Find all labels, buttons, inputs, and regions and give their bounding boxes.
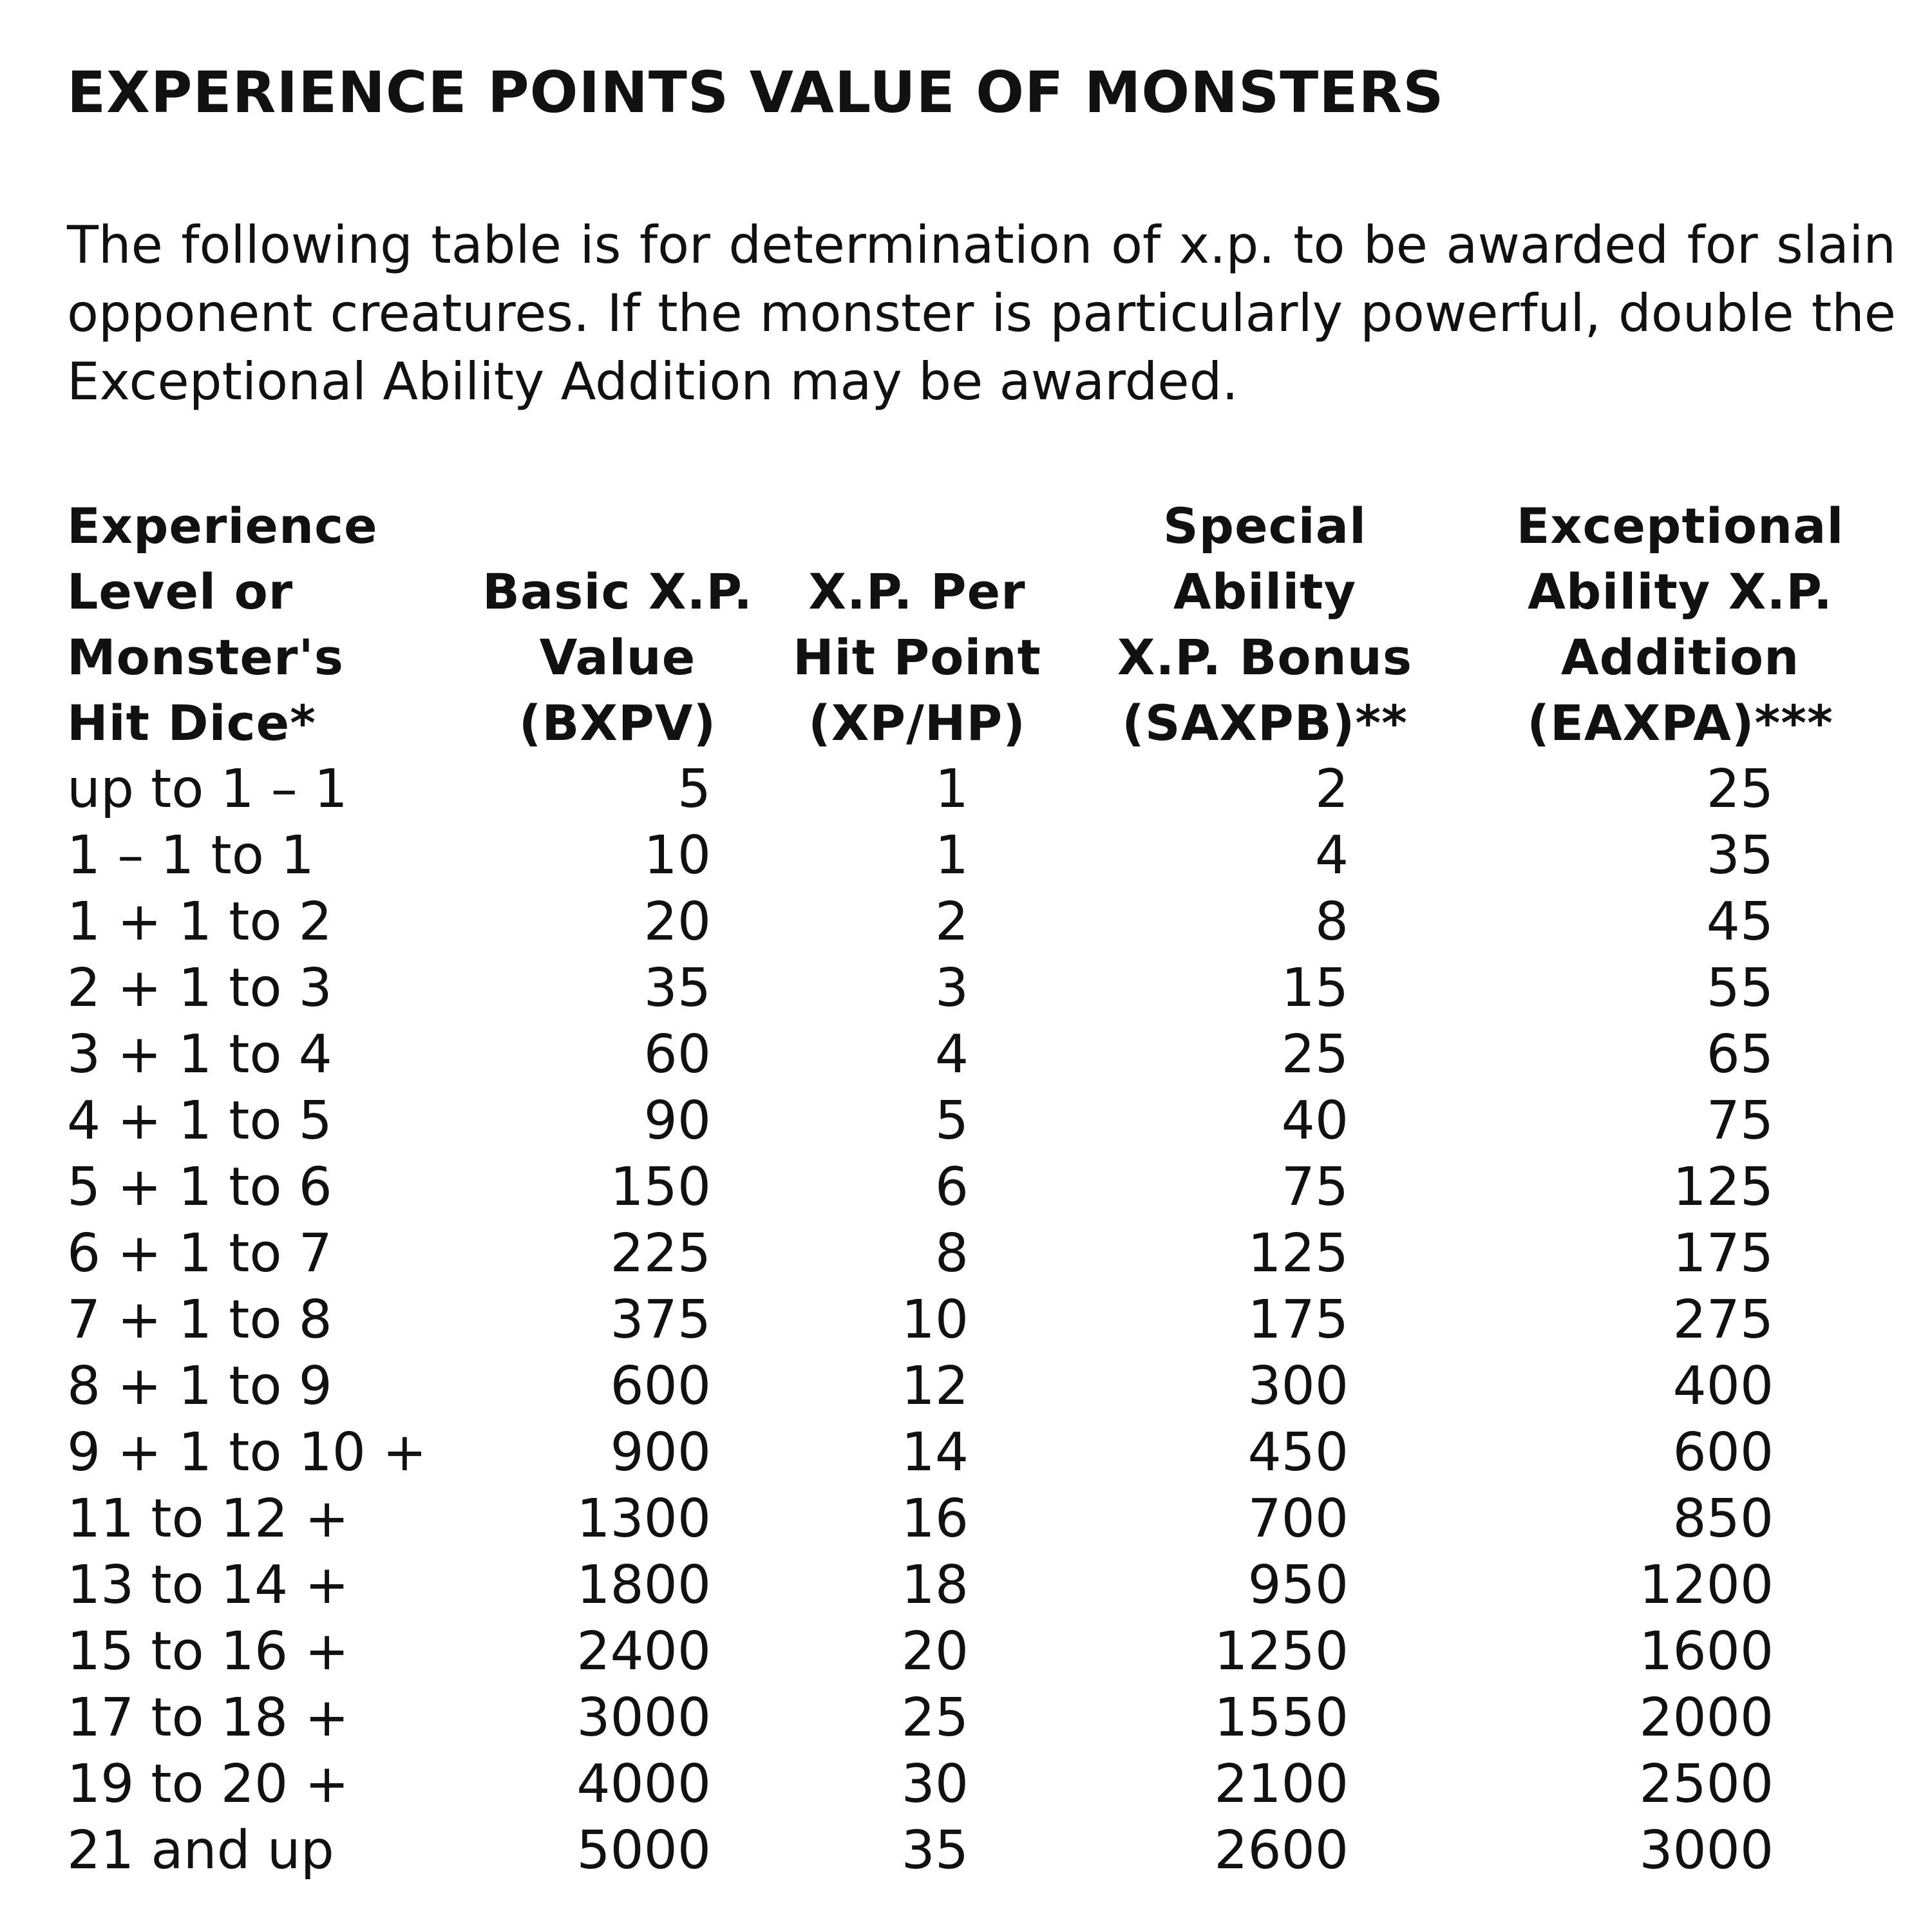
cell-eaxpa: 125 (1672, 1157, 1774, 1218)
header-line: (BXPV) (518, 694, 717, 752)
cell-eaxpa: 1600 (1639, 1621, 1774, 1682)
cell-hit-dice: 9 + 1 to 10 + (67, 1422, 427, 1483)
cell-hit-dice: 2 + 1 to 3 (67, 958, 332, 1019)
header-xp-per-hp (769, 493, 1065, 756)
cell-eaxpa: 850 (1672, 1488, 1774, 1549)
table-row (67, 1618, 1896, 1685)
header-line: Ability (1173, 563, 1357, 620)
xp-table (67, 493, 1896, 1884)
cell-hit-dice: 15 to 16 + (67, 1621, 349, 1682)
header-line: Exceptional (1516, 497, 1844, 554)
cell-bxpv: 900 (610, 1422, 711, 1483)
cell-bxpv: 600 (610, 1356, 711, 1417)
cell-xp-per-hp: 30 (901, 1754, 969, 1815)
cell-hit-dice: 21 and up (67, 1820, 334, 1881)
header-line: Value (539, 629, 696, 686)
table-row (67, 1021, 1896, 1088)
cell-xp-per-hp: 1 (934, 759, 969, 820)
table-row (67, 1353, 1896, 1419)
cell-bxpv: 5 (677, 759, 711, 820)
table-row (67, 889, 1896, 955)
cell-bxpv: 35 (643, 958, 711, 1019)
header-line: Hit Dice* (67, 694, 316, 752)
document-page (67, 59, 1896, 1884)
table-row (67, 1486, 1896, 1552)
table-row (67, 1552, 1896, 1618)
cell-xp-per-hp: 18 (901, 1555, 969, 1616)
cell-saxpb: 450 (1247, 1422, 1349, 1483)
table-row (67, 1685, 1896, 1751)
cell-eaxpa: 2500 (1639, 1754, 1774, 1815)
header-eaxpa (1464, 493, 1896, 756)
cell-eaxpa: 25 (1706, 759, 1774, 820)
table-row (67, 1287, 1896, 1353)
cell-hit-dice: 11 to 12 + (67, 1488, 349, 1549)
cell-saxpb: 175 (1247, 1289, 1349, 1350)
table-row (67, 1817, 1896, 1884)
cell-bxpv: 90 (643, 1090, 711, 1151)
page-title: EXPERIENCE POINTS VALUE OF MONSTERS (67, 59, 1444, 126)
header-line: Monster's (67, 629, 345, 686)
cell-xp-per-hp: 1 (934, 825, 969, 886)
cell-eaxpa: 400 (1672, 1356, 1774, 1417)
header-line: Special (1162, 497, 1367, 554)
table-row (67, 822, 1896, 889)
header-line: Hit Point (793, 629, 1041, 686)
header-line: Ability X.P. (1528, 563, 1833, 620)
cell-eaxpa: 35 (1706, 825, 1774, 886)
cell-saxpb: 950 (1247, 1555, 1349, 1616)
cell-xp-per-hp: 5 (934, 1090, 969, 1151)
header-line: Level or (67, 563, 294, 620)
header-line: X.P. Bonus (1117, 629, 1413, 686)
cell-hit-dice: 7 + 1 to 8 (67, 1289, 332, 1350)
cell-saxpb: 2600 (1214, 1820, 1349, 1881)
intro-paragraph: The following table is for determination of x.p. to be awarded for slain opponent creatures. If the monster is particularly powerful, double the Exceptional Ability Addition may be awarded. (67, 215, 1896, 412)
cell-xp-per-hp: 35 (901, 1820, 969, 1881)
header-line: X.P. Per (808, 563, 1026, 620)
header-line: Experience (67, 497, 378, 554)
cell-hit-dice: up to 1 – 1 (67, 759, 348, 820)
header-line: Basic X.P. (482, 563, 753, 620)
cell-eaxpa: 2000 (1639, 1687, 1774, 1748)
cell-saxpb: 2100 (1214, 1754, 1349, 1815)
cell-saxpb: 300 (1247, 1356, 1349, 1417)
cell-hit-dice: 1 + 1 to 2 (67, 891, 332, 952)
cell-bxpv: 375 (610, 1289, 711, 1350)
cell-eaxpa: 65 (1706, 1024, 1774, 1085)
cell-hit-dice: 1 – 1 to 1 (67, 825, 315, 886)
cell-saxpb: 1550 (1214, 1687, 1349, 1748)
cell-xp-per-hp: 2 (934, 891, 969, 952)
cell-eaxpa: 600 (1672, 1422, 1774, 1483)
header-line: (EAXPA)*** (1527, 694, 1833, 752)
cell-xp-per-hp: 25 (901, 1687, 969, 1748)
cell-bxpv: 150 (610, 1157, 711, 1218)
header-saxpb (1065, 493, 1464, 756)
cell-hit-dice: 13 to 14 + (67, 1555, 349, 1616)
cell-eaxpa: 45 (1706, 891, 1774, 952)
table-row (67, 1088, 1896, 1154)
cell-eaxpa: 75 (1706, 1090, 1774, 1151)
cell-hit-dice: 5 + 1 to 6 (67, 1157, 332, 1218)
header-line: (SAXPB)** (1122, 694, 1408, 752)
cell-eaxpa: 275 (1672, 1289, 1774, 1350)
header-line: Addition (1560, 629, 1800, 686)
cell-xp-per-hp: 8 (934, 1223, 969, 1284)
header-line: (XP/HP) (808, 694, 1026, 752)
cell-xp-per-hp: 12 (901, 1356, 969, 1417)
cell-hit-dice: 3 + 1 to 4 (67, 1024, 332, 1085)
cell-bxpv: 20 (643, 891, 711, 952)
cell-saxpb: 15 (1281, 958, 1349, 1019)
table-row (67, 1154, 1896, 1220)
cell-bxpv: 2400 (576, 1621, 711, 1682)
cell-bxpv: 3000 (576, 1687, 711, 1748)
table-row (67, 756, 1896, 822)
cell-saxpb: 4 (1314, 825, 1349, 886)
cell-saxpb: 40 (1281, 1090, 1349, 1151)
table-row (67, 955, 1896, 1021)
cell-hit-dice: 17 to 18 + (67, 1687, 349, 1748)
cell-bxpv: 4000 (576, 1754, 711, 1815)
cell-saxpb: 700 (1247, 1488, 1349, 1549)
cell-xp-per-hp: 6 (934, 1157, 969, 1218)
cell-eaxpa: 1200 (1639, 1555, 1774, 1616)
table-row (67, 1220, 1896, 1287)
table-row (67, 1751, 1896, 1817)
cell-hit-dice: 4 + 1 to 5 (67, 1090, 332, 1151)
cell-eaxpa: 175 (1672, 1223, 1774, 1284)
cell-xp-per-hp: 20 (901, 1621, 969, 1682)
cell-hit-dice: 6 + 1 to 7 (67, 1223, 332, 1284)
cell-xp-per-hp: 4 (934, 1024, 969, 1085)
cell-saxpb: 1250 (1214, 1621, 1349, 1682)
cell-eaxpa: 55 (1706, 958, 1774, 1019)
header-bxpv (466, 493, 769, 756)
cell-bxpv: 225 (610, 1223, 711, 1284)
table-row (67, 1419, 1896, 1486)
cell-saxpb: 125 (1247, 1223, 1349, 1284)
cell-bxpv: 1300 (576, 1488, 711, 1549)
cell-saxpb: 2 (1314, 759, 1349, 820)
cell-hit-dice: 19 to 20 + (67, 1754, 349, 1815)
cell-bxpv: 10 (643, 825, 711, 886)
cell-xp-per-hp: 3 (934, 958, 969, 1019)
cell-xp-per-hp: 16 (901, 1488, 969, 1549)
cell-bxpv: 5000 (576, 1820, 711, 1881)
cell-bxpv: 60 (643, 1024, 711, 1085)
cell-hit-dice: 8 + 1 to 9 (67, 1356, 332, 1417)
cell-saxpb: 25 (1281, 1024, 1349, 1085)
cell-saxpb: 75 (1281, 1157, 1349, 1218)
cell-saxpb: 8 (1314, 891, 1349, 952)
header-hit-dice (67, 493, 466, 756)
cell-eaxpa: 3000 (1639, 1820, 1774, 1881)
header-row (67, 493, 1896, 756)
cell-xp-per-hp: 10 (901, 1289, 969, 1350)
cell-bxpv: 1800 (576, 1555, 711, 1616)
cell-xp-per-hp: 14 (901, 1422, 969, 1483)
